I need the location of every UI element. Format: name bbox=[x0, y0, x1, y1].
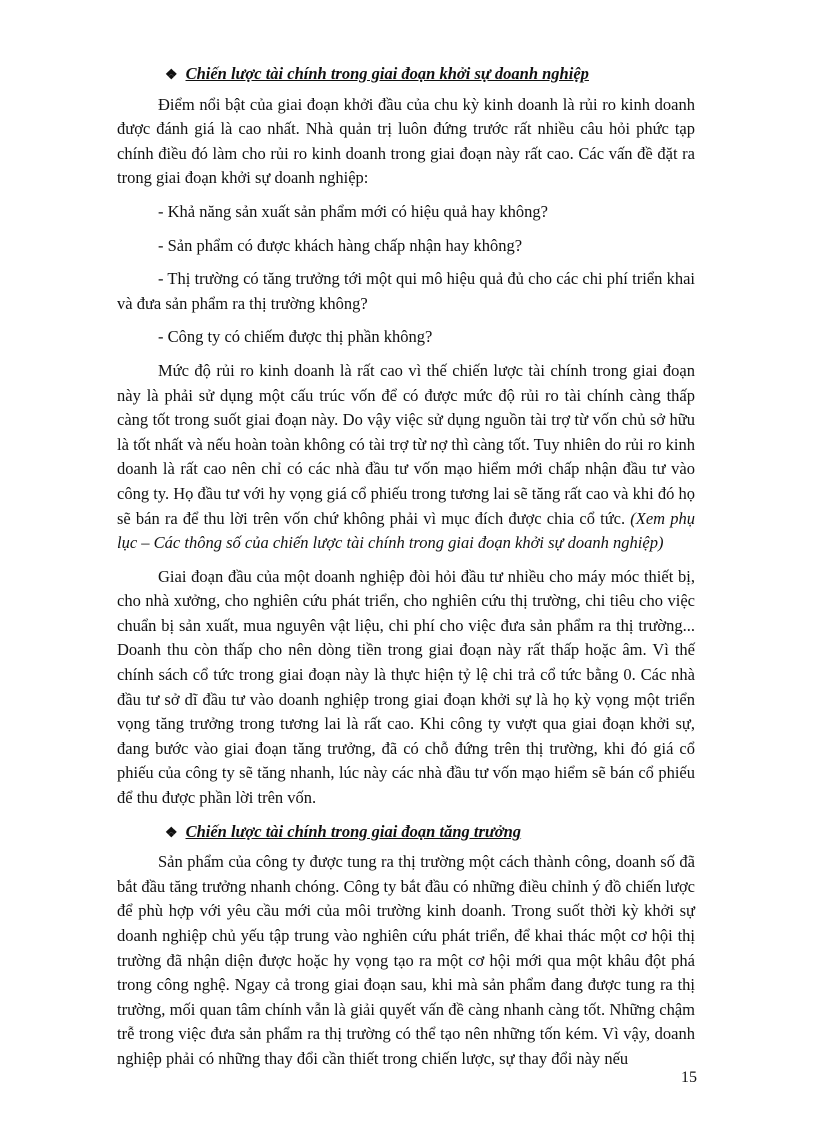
section-heading-text: Chiến lược tài chính trong giai đoạn khởi sự doanh nghiệp bbox=[185, 64, 589, 83]
paragraph bbox=[117, 359, 695, 556]
paragraph: Giai đoạn đầu của một doanh nghiệp đòi hỏi đầu tư nhiều cho máy móc thiết bị, cho nhà xưởng, cho nghiên cứu phát triển, cho nghiên cứu thị trường, chi tiêu cho việc chuẩn bị sản xuất, mua nguyên vật liệu, chi phí cho việc đưa sản phẩm ra thị trường... Doanh thu còn thấp cho nên dòng tiền trong giai đoạn này rất thấp hoặc âm. Vì thế chính sách cổ tức trong giai đoạn này là thực hiện tỷ lệ chi trả cổ tức bằng 0. Các nhà đầu tư sở dĩ đầu tư vào doanh nghiệp trong giai đoạn khởi sự là họ kỳ vọng một triển vọng tăng trưởng trong tương lai là rất cao. Khi công ty vượt qua giai đoạn khởi sự, đang bước vào giai đoạn tăng trưởng, đã có chỗ đứng trên thị trường, khi đó giá cổ phiếu của công ty sẽ tăng nhanh, lúc này các nhà đầu tư vốn mạo hiểm sẽ bán cổ phiếu để thu được phần lời trên vốn. bbox=[117, 566, 695, 808]
list-item: - Thị trường có tăng trưởng tới một qui mô hiệu quả đủ cho các chi phí triển khai và đưa sản phẩm ra thị trường không? bbox=[117, 269, 695, 313]
paragraph: Điểm nổi bật của giai đoạn khởi đầu của chu kỳ kinh doanh là rủi ro kinh doanh được đánh giá là cao nhất. Nhà quản trị luôn đứng trước rất nhiều câu hỏi phức tạp chính điều đó làm cho rủi ro kinh doanh trong giai đoạn này rất cao. Các vấn đề đặt ra trong giai đoạn khởi sự doanh nghiệp: bbox=[117, 94, 695, 188]
diamond-bullet-icon: ❖ bbox=[165, 68, 178, 83]
section-heading-text: Chiến lược tài chính trong giai đoạn tăng trưởng bbox=[185, 821, 522, 841]
appendix-reference: (Xem phụ lục – Các thông số của chiến lược tài chính trong giai đoạn khởi sự doanh nghiệp) bbox=[117, 508, 696, 553]
list-item: - Khả năng sản xuất sản phẩm mới có hiệu quả hay không? bbox=[158, 201, 548, 221]
paragraph: Sản phẩm của công ty được tung ra thị trường một cách thành công, doanh số đã bắt đầu tăng trưởng nhanh chóng. Công ty bắt đầu có những điều chỉnh ý đồ chiến lược để phù hợp với yêu cầu mới của môi trường kinh doanh. Trong suốt thời kỳ khởi sự doanh nghiệp chủ yếu tập trung vào nghiên cứu phát triển, để khai thác một cơ hội thị trường đã nhận diện được hoặc hy vọng tạo ra một cơ hội mới qua một khâu đột phá trong công nghệ. Ngay cả trong giai đoạn sau, khi mà sản phẩm đang được tung ra thị trường, mối quan tâm chính vẫn là giải quyết vấn đề càng nhanh càng tốt. Những chậm trễ trong việc đưa sản phẩm ra thị trường có thể tạo nên những tốn kém. Vì vậy, doanh nghiệp phải có những thay đổi cần thiết trong chiến lược, sự thay đổi này nếu bbox=[117, 852, 695, 1068]
section-heading-growth bbox=[117, 820, 695, 847]
list-item: - Công ty có chiếm được thị phần không? bbox=[158, 327, 433, 347]
paragraph-text: Mức độ rủi ro kinh doanh là rất cao vì thế chiến lược tài chính trong giai đoạn này là phải sử dụng một cấu trúc vốn để có được mức độ rủi ro tài chính càng thấp càng tốt trong suốt giai đoạn này. Do vậy việc sử dụng nguồn tài trợ từ vốn chủ sở hữu là tốt nhất và nếu hoàn toàn không có tài trợ từ nợ thì càng tốt. Tuy nhiên do rủi ro kinh doanh là rất cao nên chỉ có các nhà đầu tư vốn mạo hiểm mới chấp nhận đầu tư vào công ty. Họ đầu tư với hy vọng giá cổ phiếu trong tương lai sẽ tăng rất cao và khi đó họ sẽ bán ra để thu lời trên vốn chứ không phải vì mục đích được chia cổ tức. bbox=[117, 360, 695, 528]
diamond-bullet-icon: ❖ bbox=[165, 825, 178, 841]
page-number: 15 bbox=[681, 1069, 697, 1086]
list-item: - Sản phẩm có được khách hàng chấp nhận hay không? bbox=[158, 235, 523, 255]
section-heading-startup bbox=[117, 62, 695, 89]
page-content bbox=[117, 62, 695, 1081]
